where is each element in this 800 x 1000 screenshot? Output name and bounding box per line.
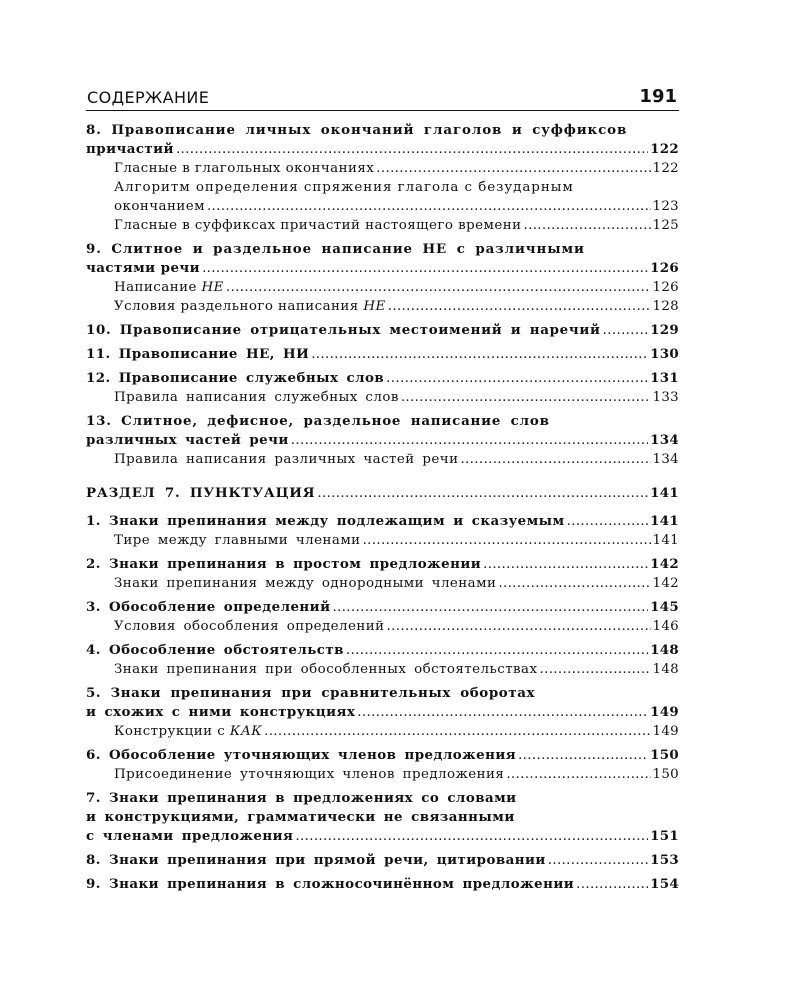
leader-dots: [401, 388, 651, 407]
toc-entry-text: окончанием: [114, 199, 205, 214]
toc-entry-continuation[interactable]: [86, 827, 679, 846]
toc-entry-text: РАЗДЕЛ 7. ПУНКТУАЦИЯ: [86, 485, 316, 501]
toc-entry-continuation[interactable]: [86, 808, 679, 827]
toc-entry-text: 3. Обособление определений: [86, 599, 331, 615]
leader-dots: [548, 851, 648, 870]
leader-dots: [523, 216, 650, 235]
page-header: [86, 84, 679, 111]
toc-page-number: 142: [652, 576, 679, 591]
toc-entry-line: 7. Знаки препинания в предложениях со словами: [86, 790, 517, 806]
toc-subentry[interactable]: [86, 216, 679, 235]
toc-entry[interactable]: [86, 684, 679, 703]
page-number: 191: [639, 86, 677, 107]
toc-entry-text: Знаки препинания при обособленных обстоятельствах: [114, 662, 538, 677]
toc-entry-text: Алгоритм определения спряжения глагола с безударным: [114, 180, 574, 195]
toc-entry-text: Написание: [114, 280, 197, 295]
leader-dots: [317, 484, 648, 503]
toc-page-number: 141: [650, 513, 679, 529]
toc-page: [86, 84, 679, 894]
leader-dots: [498, 574, 650, 593]
toc-subentry[interactable]: [86, 660, 679, 679]
leader-dots: [518, 746, 648, 765]
toc-subentry[interactable]: [86, 278, 679, 297]
toc-entry-text: Знаки препинания между однородными членами: [114, 576, 497, 591]
toc-page-number: 149: [650, 704, 679, 720]
toc-entry-line: 8. Правописание личных окончаний глаголов и суффиксов: [86, 122, 628, 138]
toc-entry-text: Тире между главными членами: [114, 533, 361, 548]
toc-page-number: 128: [652, 299, 679, 314]
toc-entry-text: Условия раздельного написания: [114, 299, 359, 314]
toc-page-number: 125: [652, 218, 679, 233]
leader-dots: [357, 703, 648, 722]
toc-entry[interactable]: [86, 875, 679, 894]
toc-entry-text: 2. Знаки препинания в простом предложении: [86, 556, 482, 572]
toc-entry-italic: НЕ: [363, 299, 386, 314]
toc-entry-continuation[interactable]: [86, 431, 679, 450]
toc-page-number: 145: [650, 599, 679, 615]
toc-page-number: 142: [650, 556, 679, 572]
toc-entry[interactable]: [86, 598, 679, 617]
toc-entry[interactable]: [86, 345, 679, 364]
toc-entry-text: причастий: [86, 141, 174, 157]
leader-dots: [460, 450, 650, 469]
toc-page-number: 148: [650, 642, 679, 658]
leader-dots: [346, 641, 648, 660]
toc-entry-text: 11. Правописание НЕ, НИ: [86, 346, 310, 362]
leader-dots: [264, 722, 650, 741]
toc-page-number: 122: [652, 161, 679, 176]
toc-entry[interactable]: [86, 369, 679, 388]
toc-subentry[interactable]: [86, 450, 679, 469]
toc-entry-text: 6. Обособление уточняющих членов предложения: [86, 747, 517, 763]
toc-page-number: 126: [652, 280, 679, 295]
toc-entry[interactable]: [86, 240, 679, 259]
toc-entry[interactable]: [86, 746, 679, 765]
toc-subentry[interactable]: [86, 531, 679, 550]
table-of-contents: [86, 121, 679, 894]
page-title: СОДЕРЖАНИЕ: [87, 88, 210, 107]
toc-entry-text: Правила написания различных частей речи: [114, 452, 459, 467]
toc-entry-continuation[interactable]: [86, 703, 679, 722]
toc-subentry[interactable]: [86, 765, 679, 784]
toc-entry-line: 13. Слитное, дефисное, раздельное написание слов: [86, 413, 550, 429]
toc-subentry[interactable]: [86, 617, 679, 636]
toc-entry-italic: КАК: [229, 724, 263, 739]
toc-page-number: 134: [650, 432, 679, 448]
leader-dots: [483, 555, 648, 574]
toc-entry[interactable]: [86, 121, 679, 140]
toc-subentry[interactable]: [86, 159, 679, 178]
leader-dots: [311, 345, 648, 364]
toc-page-number: 130: [650, 346, 679, 362]
toc-subentry[interactable]: [86, 722, 679, 741]
toc-entry-text: различных частей речи: [86, 432, 289, 448]
toc-entry-text: Условия обособления определений: [114, 619, 385, 634]
toc-page-number: 150: [650, 747, 679, 763]
toc-entry-italic: НЕ: [201, 280, 224, 295]
toc-entry-text: с членами предложения: [86, 828, 294, 844]
toc-page-number: 141: [650, 485, 679, 501]
toc-entry[interactable]: [86, 321, 679, 340]
leader-dots: [291, 431, 648, 450]
toc-entry[interactable]: [86, 512, 679, 531]
leader-dots: [202, 259, 648, 278]
leader-dots: [567, 512, 649, 531]
toc-entry-text: Правила написания служебных слов: [114, 390, 399, 405]
toc-entry[interactable]: [86, 851, 679, 870]
toc-page-number: 141: [652, 533, 679, 548]
leader-dots: [376, 159, 650, 178]
toc-entry-text: 12. Правописание служебных слов: [86, 370, 385, 386]
toc-entry-text: 4. Обособление обстоятельств: [86, 642, 344, 658]
toc-page-number: 122: [650, 141, 679, 157]
toc-entry[interactable]: [86, 641, 679, 660]
toc-page-number: 150: [652, 767, 679, 782]
toc-entry[interactable]: [86, 555, 679, 574]
toc-entry-text: Конструкции с: [114, 724, 226, 739]
leader-dots: [226, 278, 651, 297]
toc-page-number: 154: [650, 876, 679, 892]
toc-page-number: 134: [652, 452, 679, 467]
toc-subentry-continuation[interactable]: [86, 197, 679, 216]
toc-entry-text: частями речи: [86, 260, 201, 276]
toc-subentry[interactable]: [86, 574, 679, 593]
toc-page-number: 131: [650, 370, 679, 386]
toc-entry-continuation[interactable]: [86, 259, 679, 278]
toc-page-number: 146: [652, 619, 679, 634]
toc-entry-text: Гласные в глагольных окончаниях: [114, 161, 375, 176]
leader-dots: [506, 765, 650, 784]
toc-entry-line: 5. Знаки препинания при сравнительных оборотах: [86, 685, 536, 701]
leader-dots: [603, 321, 649, 340]
toc-page-number: 149: [652, 724, 679, 739]
leader-dots: [387, 617, 651, 636]
toc-entry[interactable]: [86, 412, 679, 431]
toc-entry[interactable]: [86, 789, 679, 808]
toc-entry-line: и конструкциями, грамматически не связанными: [86, 809, 515, 825]
leader-dots: [332, 598, 648, 617]
toc-page-number: 153: [650, 852, 679, 868]
toc-page-number: 148: [652, 662, 679, 677]
leader-dots: [539, 660, 650, 679]
toc-section-heading[interactable]: [86, 484, 679, 503]
toc-entry-text: Гласные в суффиксах причастий настоящего времени: [114, 218, 522, 233]
toc-entry-text: 1. Знаки препинания между подлежащим и сказуемым: [86, 513, 565, 529]
leader-dots: [295, 827, 648, 846]
toc-entry-text: 10. Правописание отрицательных местоимений и наречий: [86, 322, 601, 338]
leader-dots: [176, 140, 648, 159]
toc-subentry[interactable]: [86, 388, 679, 407]
toc-entry-text: Присоединение уточняющих членов предложения: [114, 767, 505, 782]
toc-entry-line: 9. Слитное и раздельное написание НЕ с различными: [86, 241, 585, 257]
toc-entry-continuation[interactable]: [86, 140, 679, 159]
leader-dots: [363, 531, 651, 550]
toc-entry-text: 9. Знаки препинания в сложносочинённом предложении: [86, 876, 575, 892]
toc-page-number: 129: [650, 322, 679, 338]
toc-page-number: 133: [652, 390, 679, 405]
toc-subentry[interactable]: [86, 297, 679, 316]
toc-page-number: 123: [652, 199, 679, 214]
toc-page-number: 126: [650, 260, 679, 276]
toc-page-number: 151: [650, 828, 679, 844]
leader-dots: [576, 875, 648, 894]
toc-entry-text: 8. Знаки препинания при прямой речи, цитировании: [86, 852, 546, 868]
leader-dots: [388, 297, 651, 316]
toc-entry-text: и схожих с ними конструкциях: [86, 704, 356, 720]
leader-dots: [386, 369, 648, 388]
leader-dots: [207, 197, 651, 216]
toc-subentry[interactable]: [86, 178, 679, 197]
